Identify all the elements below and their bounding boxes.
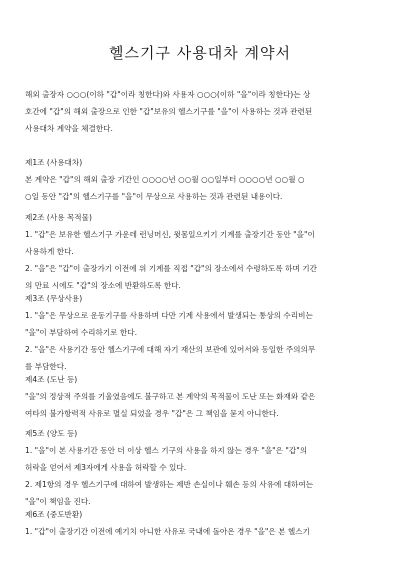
article-line: "을"이 책임을 진다. (25, 497, 91, 506)
intro-line: 호간에 "갑"의 해외 출장으로 인한 "갑"보유의 헬스기구를 "을"이 사용하는 것과 관련된 (25, 107, 313, 116)
article-heading: 제1조 (사용대차) (25, 158, 83, 167)
article-line: 1. "갑"이 출장기간 이전에 예기치 아니한 사유로 국내에 돌아온 경우 "을"은 본 헬스기 (25, 527, 310, 536)
article-heading: 제2조 (사용 목적물) (25, 213, 92, 222)
article-line: 를 부담한다. (25, 362, 67, 371)
article-line: 2. "을"은 사용기간 동안 헬스기구에 대해 자기 재산의 보관에 있어서와 동일한 주의의무 (25, 345, 316, 354)
article-line: 본 계약은 "갑"의 해외 출장 기간인 ○○○○년 ○○월 ○○일부터 ○○○○년 ○○월 ○ (25, 175, 305, 184)
article-line: 1. "갑"은 보유한 헬스기구 가운데 런닝머신, 윗몸일으키기 기계를 출장기간 동안 "을"이 (25, 230, 315, 239)
article-2 (25, 209, 377, 294)
article-line: "을"이 부담하여 수리하기로 한다. (25, 328, 138, 337)
article-line: 여타의 불가항력적 사유로 멸실 되었을 경우 "갑"은 그 책임을 묻지 아니한다. (25, 409, 279, 418)
article-heading: 제5조 (양도 등) (25, 429, 78, 438)
article-line: 허락을 얻어서 제3자에게 사용을 허락할 수 있다. (25, 463, 187, 472)
intro-paragraph (25, 86, 377, 137)
article-line: ○일 동안 "갑"의 헬스기구를 "을"이 무상으로 사용하는 것과 관련된 내용이다. (25, 192, 283, 201)
article-heading: 제6조 (중도반환) (25, 510, 83, 519)
intro-line: 사용대차 계약을 체결한다. (25, 124, 113, 133)
article-line: "을"의 정상적 주의를 기울였음에도 불구하고 본 계약의 목적물이 도난 또는 화재와 같은 (25, 392, 316, 401)
article-6 (25, 506, 377, 540)
document-title: 헬스기구 사용대차 계약서 (109, 44, 291, 62)
article-5 (25, 425, 377, 510)
article-4 (25, 371, 377, 422)
article-line: 1. "을"은 무상으로 운동기구를 사용하며 다만 기계 사용에서 발생되는 통상의 수리비는 (25, 311, 313, 320)
article-heading: 제3조 (무상사용) (25, 294, 83, 303)
article-3 (25, 290, 377, 375)
article-line: 2. 제1항의 경우 헬스기구에 대하여 발생하는 제반 손실이나 훼손 등의 사유에 대하여는 (25, 480, 314, 489)
article-line: 사용하게 한다. (25, 247, 74, 256)
article-line: 의 만료 시에도 "갑"의 장소에 반환하도록 한다. (25, 281, 181, 290)
article-1 (25, 154, 377, 205)
intro-line: 해외 출장자 ○○○(이하 "갑"이라 칭한다)와 사용자 ○○○(이하 "을"이라 칭한다)는 상 (25, 90, 311, 99)
article-heading: 제4조 (도난 등) (25, 375, 78, 384)
article-line: 2. "을"은 "갑"이 출장가기 이전에 위 기계를 직접 "갑"의 장소에서 수령하도록 하며 기간 (25, 264, 317, 273)
article-line: 1. "을"이 본 사용기간 동안 더 이상 헬스 기구의 사용을 하지 않는 경우 "을"은 "갑"의 (25, 446, 308, 455)
